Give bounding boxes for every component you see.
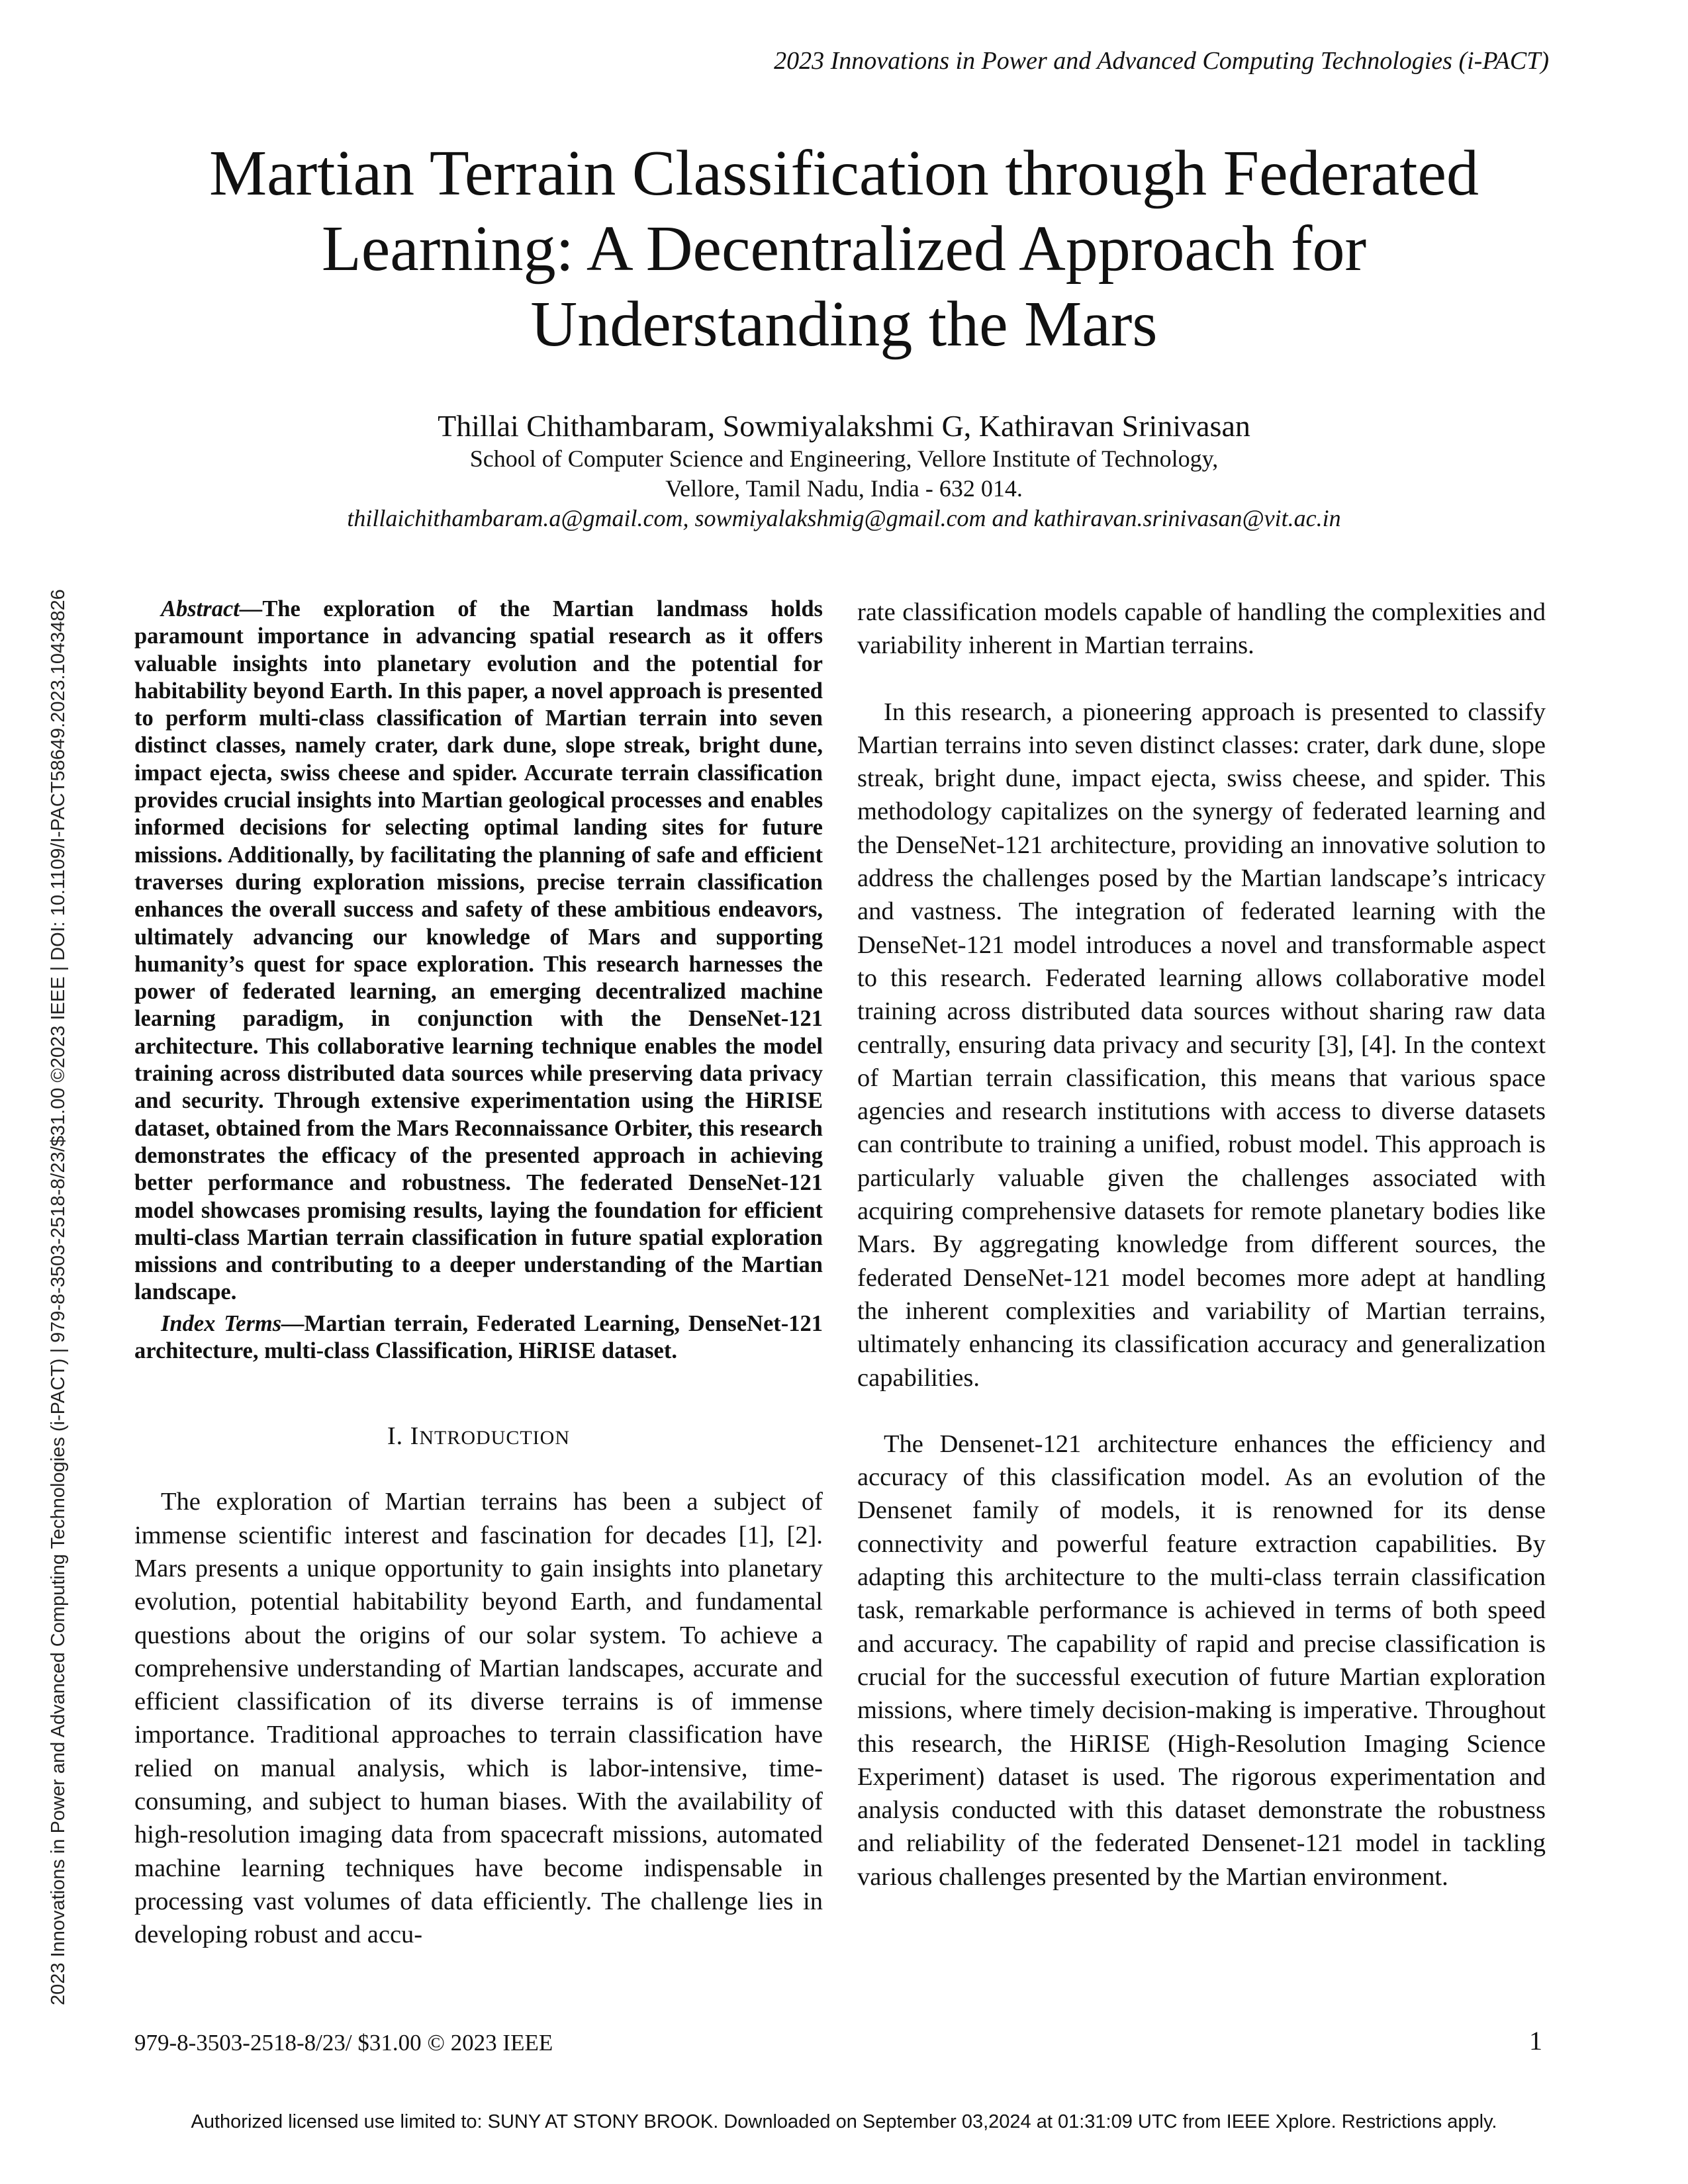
abstract-label: Abstract— bbox=[161, 596, 263, 621]
paper-title bbox=[152, 136, 1536, 362]
section-number: I. bbox=[387, 1422, 404, 1451]
right-column bbox=[857, 596, 1546, 1893]
page-number: 1 bbox=[1529, 2026, 1542, 2056]
abstract-text: The exploration of the Martian landmass holds paramount importance in advancing spatial research as it offers valuable insights into planetary evolution and the potential for habitability beyond Earth. In this paper, a novel approach is presented to perform multi-class classification of Martian terrain into seven distinct classes, namely crater, dark dune, slope streak, bright dune, impact ejecta, swiss cheese and spider. Accurate terrain classification provides crucial insights into Martian geological processes and enables informed decisions for selecting optimal landing sites for future missions. Additionally, by facilitating the planning of safe and efficient traverses during exploration missions, precise terrain classification enhances the overall success and safety of these ambitious endeavors, ultimately advancing our knowledge of Mars and supporting humanity’s quest for space exploration. This research harnesses the power of federated learning, an emerging decentralized machine learning paradigm, in conjunction with the DenseNet-121 architecture. This collaborative learning technique enables the model training across distributed data sources while preserving data privacy and security. Through extensive experimentation using the HiRISE dataset, obtained from the Mars Reconnaissance Orbiter, this research demonstrates the efficacy of the presented approach in achieving better performance and robustness. The federated DenseNet-121 model showcases promising results, laying the foundation for efficient multi-class Martian terrain classification in future spatial exploration missions and contributing to a deeper understanding of the Martian landscape. bbox=[134, 596, 823, 1305]
index-terms bbox=[134, 1310, 823, 1365]
title-line: Martian Terrain Classification through Federated bbox=[209, 138, 1479, 209]
body-paragraph: In this research, a pioneering approach is presented to classify Martian terrains into seven distinct classes: crater, dark dune, slope streak, bright dune, impact ejecta, swiss cheese, and spider. This methodology capitalizes on the synergy of federated learning and the DenseNet-121 architecture, providing an innovative solution to address the challenges posed by the Martian landscape’s intricacy and vastness. The integration of federated learning with the DenseNet-121 model introduces a novel and transformable aspect to this research. Federated learning allows collaborative model training across distributed data sources without sharing raw data centrally, ensuring data privacy and security [3], [4]. In the context of Martian terrain classification, this means that various space agencies and research institutions with access to diverse datasets can contribute to training a unified, robust model. This approach is particularly valuable given the challenges associated with acquiring comprehensive datasets for remote planetary bodies like Mars. By aggregating knowledge from different sources, the federated DenseNet-121 model becomes more adept at handling the inherent complexities and variability of Martian terrains, ultimately enhancing its classification accuracy and generalization capabilities. bbox=[857, 698, 1546, 1392]
download-notice: Authorized licensed use limited to: SUNY AT STONY BROOK. Downloaded on September 03,2024 at 01:31:09 UTC from IEEE Xplore. Restrictions apply. bbox=[191, 2111, 1497, 2132]
title-line: Learning: A Decentralized Approach for bbox=[321, 213, 1367, 285]
author-emails: thillaichithambaram.a@gmail.com, sowmiyalakshmig@gmail.com and kathiravan.srinivasan@vit.ac.in bbox=[347, 505, 1341, 531]
left-column bbox=[134, 596, 823, 1951]
index-terms-text: Martian terrain, Federated Learning, DenseNet-121 architecture, multi-class Classification, HiRISE dataset. bbox=[134, 1310, 823, 1364]
footer-copyright: 979-8-3503-2518-8/23/ $31.00 © 2023 IEEE bbox=[134, 2030, 553, 2056]
conference-header: 2023 Innovations in Power and Advanced Computing Technologies (i-PACT) bbox=[774, 47, 1549, 75]
abstract bbox=[134, 596, 823, 1306]
index-terms-label: Index Terms— bbox=[161, 1310, 305, 1336]
body-paragraph: rate classification models capable of handling the complexities and variability inherent in Martian terrains. bbox=[857, 598, 1546, 660]
author-list: Thillai Chithambaram, Sowmiyalakshmi G, Kathiravan Srinivasan bbox=[438, 409, 1250, 443]
affiliation-line: School of Computer Science and Engineering, Vellore Institute of Technology, bbox=[469, 445, 1219, 472]
body-paragraph: The Densenet-121 architecture enhances the efficiency and accuracy of this classification model. As an evolution of the Densenet family of models, it is renowned for its dense connectivity and powerful feature extraction capabilities. By adapting this architecture to the multi-class terrain classification task, remarkable performance is achieved in terms of both speed and accuracy. The capability of rapid and precise classification is crucial for the successful execution of future Martian exploration missions, where timely decision-making is imperative. Throughout this research, the HiRISE (High-Resolution Imaging Science Experiment) dataset is used. The rigorous experimentation and analysis conducted with this dataset demonstrate the robustness and reliability of the federated Densenet-121 model in tackling various challenges presented by the Martian environment. bbox=[857, 1430, 1546, 1891]
section-initial: I bbox=[410, 1422, 420, 1451]
title-line: Understanding the Mars bbox=[530, 289, 1158, 360]
section-title-rest: NTRODUCTION bbox=[419, 1427, 570, 1449]
side-margin-note: 2023 Innovations in Power and Advanced Computing Technologies (i-PACT) | 979-8-3503-2518-8/23/$31.00 ©2023 IEEE | DOI: 10.1109/I-PACT58649.2023.10434826 bbox=[48, 589, 69, 2005]
section-heading bbox=[134, 1422, 823, 1451]
intro-paragraph: The exploration of Martian terrains has been a subject of immense scientific interest and fascination for decades [1], [2]. Mars presents a unique opportunity to gain insights into planetary evolution, potential habitability beyond Earth, and fundamental questions about the origins of our solar system. To achieve a comprehensive understanding of Martian landscapes, accurate and efficient classification of its diverse terrains is of immense importance. Traditional approaches to terrain classification have relied on manual analysis, which is labor-intensive, time-consuming, and subject to human biases. With the availability of high-resolution imaging data from spacecraft missions, automated machine learning techniques have become indispensable in processing vast volumes of data efficiently. The challenge lies in developing robust and accu- bbox=[134, 1488, 823, 1949]
affiliation-line: Vellore, Tamil Nadu, India - 632 014. bbox=[665, 475, 1023, 502]
